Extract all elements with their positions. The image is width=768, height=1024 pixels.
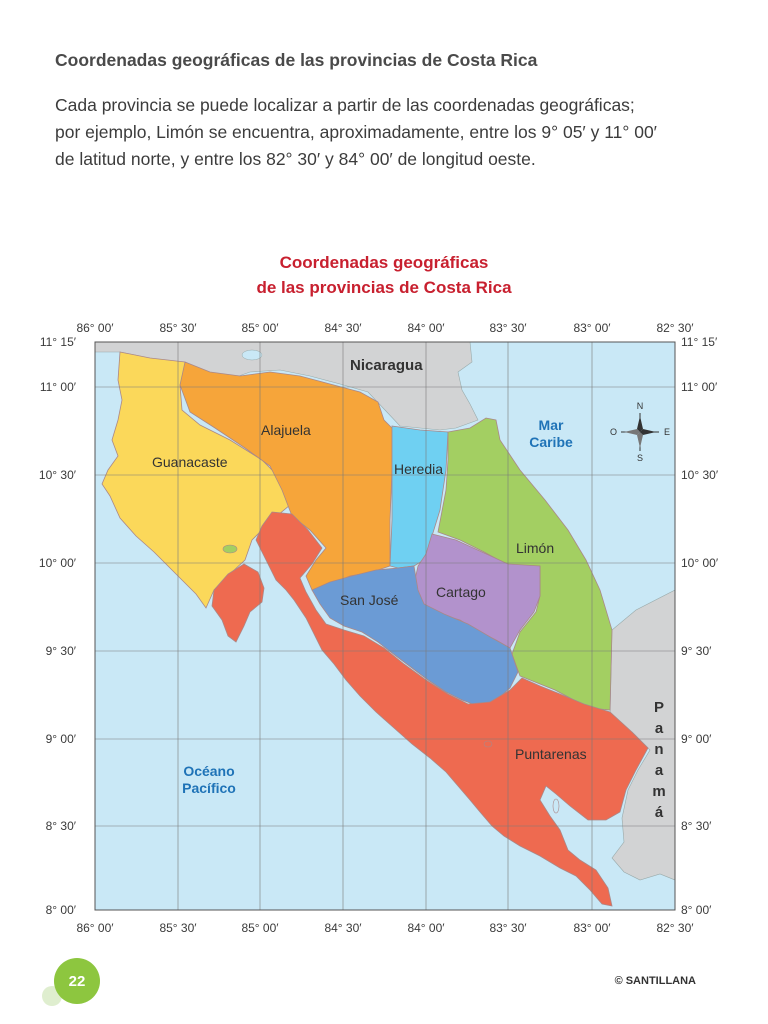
section-heading: Coordenadas geográficas de las provincias de Costa Rica	[55, 50, 538, 70]
label-guanacaste: Guanacaste	[152, 454, 228, 470]
panama-letter: m	[652, 783, 666, 800]
latitude-label: 8° 00′	[681, 903, 712, 917]
panama-letter: P	[653, 699, 665, 716]
longitude-label: 85° 00′	[241, 921, 279, 935]
longitude-label: 84° 00′	[407, 321, 445, 335]
longitude-label: 82° 30′	[656, 921, 694, 935]
map-title-line: de las provincias de Costa Rica	[256, 278, 512, 297]
longitude-label: 83° 30′	[489, 921, 527, 935]
label-heredia: Heredia	[394, 461, 444, 477]
longitude-label: 85° 30′	[159, 321, 197, 335]
island	[223, 545, 237, 553]
latitude-label: 11° 00′	[681, 380, 718, 394]
label-san-jose: San José	[340, 592, 399, 608]
longitude-labels-top	[76, 321, 694, 335]
latitude-label: 10° 00′	[681, 556, 719, 570]
latitude-label: 10° 30′	[38, 468, 76, 482]
compass-o: O	[610, 427, 618, 437]
panama-letter: a	[654, 720, 664, 737]
panama-letter: n	[654, 741, 664, 758]
publisher-credit: © SANTILLANA	[614, 975, 696, 987]
label-caribbean-line2: Caribe	[529, 434, 573, 450]
page-number: 22	[54, 958, 100, 1004]
longitude-label: 86° 00′	[76, 321, 114, 335]
label-caribbean-line1: Mar	[538, 417, 564, 433]
latitude-label: 11° 15′	[39, 335, 76, 349]
compass-s: S	[636, 453, 644, 463]
panama-letter: á	[654, 804, 664, 821]
island	[553, 799, 559, 813]
lake	[242, 350, 262, 360]
latitude-label: 11° 15′	[681, 335, 718, 349]
latitude-label: 9° 00′	[45, 732, 76, 746]
longitude-label: 84° 30′	[324, 921, 362, 935]
latitude-label: 8° 30′	[681, 819, 712, 833]
label-puntarenas: Puntarenas	[515, 746, 587, 762]
latitude-label: 9° 30′	[45, 644, 76, 658]
label-cartago: Cartago	[436, 584, 486, 600]
label-limon: Limón	[516, 540, 555, 556]
latitude-label: 10° 00′	[38, 556, 76, 570]
longitude-label: 84° 00′	[407, 921, 445, 935]
compass-n: N	[636, 401, 644, 411]
label-nicaragua: Nicaragua	[350, 357, 423, 374]
longitude-label: 84° 30′	[324, 321, 362, 335]
longitude-label: 83° 30′	[489, 321, 527, 335]
longitude-label: 85° 30′	[159, 921, 197, 935]
latitude-label: 8° 30′	[45, 819, 76, 833]
label-alajuela: Alajuela	[261, 422, 311, 438]
panama-letter: a	[654, 762, 664, 779]
label-pacific-line2: Pacífico	[182, 780, 236, 796]
latitude-label: 11° 00′	[39, 380, 76, 394]
label-pacific-line1: Océano	[183, 763, 235, 779]
latitude-label: 9° 30′	[681, 644, 712, 658]
intro-line: Cada provincia se puede localizar a partir de las coordenadas geográficas;	[55, 95, 635, 115]
map-title-line: Coordenadas geográficas	[279, 253, 489, 272]
intro-line: de latitud norte, y entre los 82° 30′ y 84° 00′ de longitud oeste.	[55, 149, 536, 169]
longitude-labels-bottom	[76, 921, 694, 935]
latitude-label: 10° 30′	[681, 468, 719, 482]
longitude-label: 83° 00′	[573, 321, 611, 335]
longitude-label: 85° 00′	[241, 321, 279, 335]
latitude-label: 9° 00′	[681, 732, 712, 746]
island	[484, 741, 492, 747]
latitude-labels-right	[681, 335, 719, 917]
longitude-label: 86° 00′	[76, 921, 114, 935]
longitude-label: 82° 30′	[656, 321, 694, 335]
longitude-label: 83° 00′	[573, 921, 611, 935]
compass-e: E	[664, 427, 671, 437]
latitude-labels-left	[39, 335, 77, 917]
intro-line: por ejemplo, Limón se encuentra, aproximadamente, entre los 9° 05′ y 11° 00′	[55, 122, 657, 142]
latitude-label: 8° 00′	[45, 903, 76, 917]
